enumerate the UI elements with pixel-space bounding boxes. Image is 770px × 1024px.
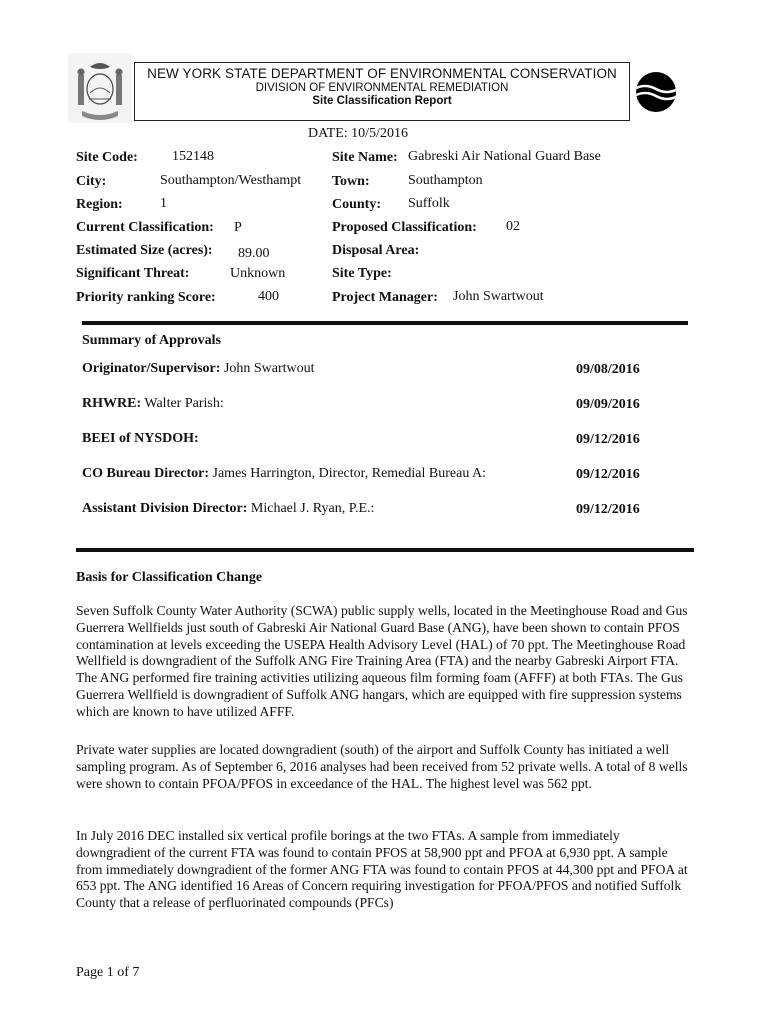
site-code-label: Site Code: xyxy=(76,150,138,165)
report-title: Site Classification Report xyxy=(312,95,452,107)
significant-threat-label: Significant Threat: xyxy=(76,266,190,281)
division-name: DIVISION OF ENVIRONMENTAL REMEDIATION xyxy=(255,82,509,94)
site-code-value: 152148 xyxy=(172,149,214,164)
basis-paragraph: Private water supplies are located downgradient (south) of the airport and Suffolk County has initiated a well sampling program. As of September 6, 2016 analyses had been received from 52 private wells. A total of 8 wells were shown to contain PFOA/PFOS in exceedance of the HAL. The highest level was 562 ppt. xyxy=(76,742,688,791)
approval-row xyxy=(82,361,315,377)
approval-date: 09/12/2016 xyxy=(576,467,640,482)
county-value: Suffolk xyxy=(408,196,450,211)
project-manager-value: John Swartwout xyxy=(453,289,544,304)
approval-row xyxy=(82,431,199,447)
basis-heading: Basis for Classification Change xyxy=(76,570,263,585)
dec-logo-icon xyxy=(634,70,678,114)
town-label: Town: xyxy=(332,174,370,189)
site-type-label: Site Type: xyxy=(332,266,392,281)
county-label: County: xyxy=(332,197,382,212)
approval-date: 09/08/2016 xyxy=(576,362,640,377)
approval-name: John Swartwout xyxy=(223,361,315,376)
city-value: Southampton/Westhampt xyxy=(160,173,302,188)
approval-role: CO Bureau Director: xyxy=(82,466,210,481)
approval-row xyxy=(82,466,486,482)
divider xyxy=(82,321,688,325)
current-classification-label: Current Classification: xyxy=(76,220,214,235)
approval-name: Michael J. Ryan, P.E.: xyxy=(250,501,375,516)
estimated-size-value: 89.00 xyxy=(238,246,270,261)
priority-score-label: Priority ranking Score: xyxy=(76,290,216,305)
approval-name: Walter Parish: xyxy=(144,396,224,411)
approval-role: Assistant Division Director: xyxy=(82,501,248,516)
approval-name: James Harrington, Director, Remedial Bureau A: xyxy=(212,466,487,481)
approval-role: BEEI of NYSDOH: xyxy=(82,431,199,446)
project-manager-label: Project Manager: xyxy=(332,290,438,305)
approval-date: 09/12/2016 xyxy=(576,502,640,517)
nys-seal-icon xyxy=(68,53,132,123)
approval-date: 09/12/2016 xyxy=(576,432,640,447)
page-number: Page 1 of 7 xyxy=(76,965,140,980)
basis-paragraph: In July 2016 DEC installed six vertical profile borings at the two FTAs. A sample from immediately downgradient of the current FTA was found to contain PFOS at 58,900 ppt and PFOA at 6,930 ppt. A sample from immediately downgradient of the former ANG FTA was found to contain PFOS at 44,300 ppt and PFOA at 653 ppt. The ANG identified 16 Areas of Concern requiring investigation for PFOA/PFOS and notified Suffolk County that a release of perfluorinated compounds (PFCs) xyxy=(76,828,688,911)
approvals-heading: Summary of Approvals xyxy=(82,333,221,348)
priority-score-value: 400 xyxy=(258,289,279,304)
estimated-size-label: Estimated Size (acres): xyxy=(76,243,213,258)
report-header xyxy=(134,62,630,121)
site-name-value: Gabreski Air National Guard Base xyxy=(408,149,601,164)
proposed-classification-value: 02 xyxy=(506,219,520,234)
current-classification-value: P xyxy=(234,220,242,235)
site-name-label: Site Name: xyxy=(332,150,398,165)
report-date: DATE: 10/5/2016 xyxy=(308,126,408,141)
approval-role: Originator/Supervisor: xyxy=(82,361,221,376)
approval-role: RHWRE: xyxy=(82,396,142,411)
town-value: Southampton xyxy=(408,173,483,188)
basis-paragraph: Seven Suffolk County Water Authority (SCWA) public supply wells, located in the Meetinghouse Road and Gus Guerrera Wellfields just south of Gabreski Air National Guard Base (ANG), have been shown to contain PFOS contamination at levels exceeding the USEPA Health Advisory Level (HAL) of 70 ppt. The Meetinghouse Road Wellfield is downgradient of the Suffolk ANG Fire Training Area (FTA) and the nearby Gabreski Airport FTA. The ANG performed fire training activities utilizing aqueous film forming foam (AFFF) at both FTAs. The Gus Guerrera Wellfield is downgradient of Suffolk ANG hangars, which are equipped with fire suppression systems which are known to have utilized AFFF. xyxy=(76,603,688,719)
approval-row xyxy=(82,396,224,412)
agency-name: NEW YORK STATE DEPARTMENT OF ENVIRONMENTAL CONSERVATION xyxy=(147,66,617,81)
disposal-area-label: Disposal Area: xyxy=(332,243,420,258)
city-label: City: xyxy=(76,174,107,189)
region-value: 1 xyxy=(160,196,167,211)
approval-date: 09/09/2016 xyxy=(576,397,640,412)
region-label: Region: xyxy=(76,197,123,212)
approval-row xyxy=(82,501,374,517)
significant-threat-value: Unknown xyxy=(230,266,286,281)
divider xyxy=(76,548,694,552)
proposed-classification-label: Proposed Classification: xyxy=(332,220,477,235)
